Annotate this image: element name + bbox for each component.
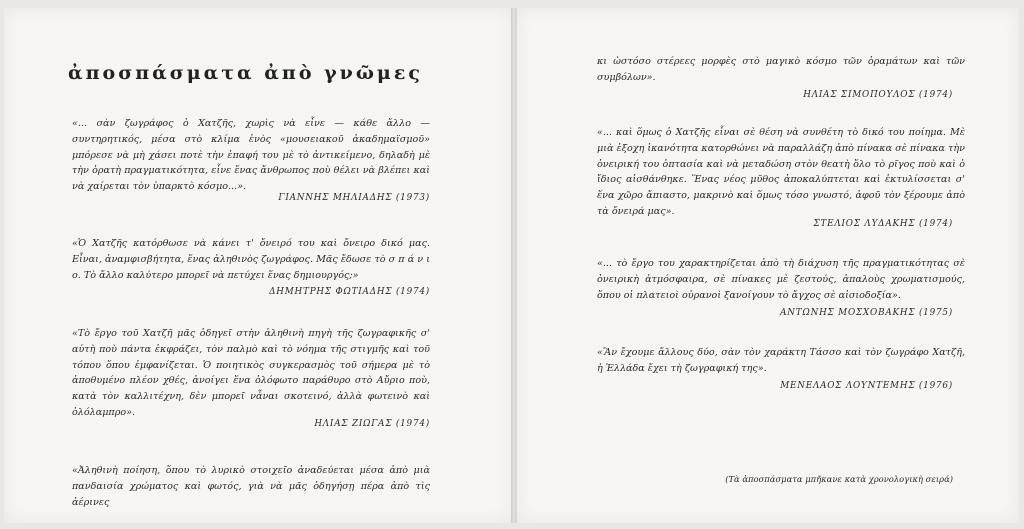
quote-text: κι ὡστόσο στέρεες μορφὲς στὸ μαγικὸ κόσμο τῶν ὁραμάτων καὶ τῶν συμβόλων». [597,56,965,83]
quote-author: ΗΛΙΑΣ ΣΙΜΟΠΟΥΛΟΣ (1974) [803,90,953,100]
quote-author: ΓΙΑΝΝΗΣ ΜΗΛΙΑΔΗΣ (1973) [278,193,430,203]
quote-author: ΜΕΝΕΛΑΟΣ ΛΟΥΝΤΕΜΗΣ (1976) [780,381,953,391]
quote-text: «Ὁ Χατζῆς κατόρθωσε νὰ κάνει τ' ὄνειρό του καὶ ὄνειρο δικό μας. Εἶναι, ἀναμφισβήτητα, ἕνας ἀληθινὸς ζωγράφος. Μᾶς ἔδωσε τὸ σ π ά ν ι ο. Τὸ ἄλλο καλύτερο μπορεῖ νὰ πετύχει ἕνας δημιουργός;» [72,238,430,281]
quote-text: «Ἂν ἔχουμε ἄλλους δύο, σὰν τὸν χαράκτη Τάσσο καὶ τὸν ζωγράφο Χατζῆ, ἡ Ἑλλάδα ἔχει τὴ ζωγραφική της». [597,347,965,374]
quote-text: «Τὸ ἔργο τοῦ Χατζῆ μᾶς ὁδηγεῖ στὴν ἀληθινὴ πηγὴ τῆς ζωγραφικῆς σ' αὐτὴ ποὺ πάντα ἐκφράζει, τὸν παλμὸ καὶ τὸ νόημα τῆς στιγμῆς καὶ τοῦ τόπου ὅπου ἐμφανίζεται. Ὁ ποιητικὸς συγκερασμὸς τοῦ σήμερα μὲ τὸ ἀποθυμένο πλέον χθές, ἀνοίγει ἕνα ὁλόφωτο παράθυρο στὸ Αὔριο ποὺ, κατὰ τὸν καλλιτέχνη, δὲν μπορεῖ νἆναι σκοτεινό, ἀλλὰ φωτεινὸ καὶ ὁλόλαμπρο». [72,328,430,418]
quote-text: «... σὰν ζωγράφος ὁ Χατζῆς, χωρὶς νὰ εἶνε — κάθε ἄλλο — συντηρητικός, μέσα στὸ κλίμα ἑνὸς «μουσειακοῦ ἀκαδημαϊσμοῦ» μπόρεσε νὰ μὴ χάσει ποτὲ τὴν ἐπαφή του μὲ τὸ ἀντικείμενο, δηλαδὴ μὲ τὴν ὁρατὴ πραγματικότητα, εἶνε ἕνας ἄνθρωπος ποὺ θέλει νὰ βλέπει καὶ νὰ χαίρεται τὸν ὑπαρκτὸ κόσμο...». [72,118,430,193]
quote-author: ΑΝΤΩΝΗΣ ΜΟΣΧΟΒΑΚΗΣ (1975) [780,308,953,318]
quote-text: «... τὸ ἔργο του χαρακτηρίζεται ἀπὸ τὴ διάχυση τῆς πραγματικότητας σὲ ὀνειρικὴ ἀτμόσφαιρα, σὲ πίνακες μὲ ζεστούς, ἁπαλοὺς χρωματισμούς, ὅπου οἱ πλατειοὶ οὐρανοὶ ξανοίγουν τὸ ἄγχος σὲ αἰσιοδοξία». [597,258,965,301]
quote-author: ΔΗΜΗΤΡΗΣ ΦΩΤΙΑΔΗΣ (1974) [269,287,430,297]
quote-text: «... καὶ ὅμως ὁ Χατζῆς εἶναι σὲ θέση νὰ συνθέτη τὸ δικό του ποίημα. Μὲ μιὰ ἐξοχη ἱκανότητα κατορθώνει νὰ παραλλάζη ἀπὸ πίνακα σὲ πίνακα τὴν ὀνειρική του ὀπτασία καὶ νὰ μεταδώση στὸν θεατὴ ὅλο τὸ ρῖγος ποὺ καὶ ὁ ἴδιος αἰσθάνθηκε. Ἕνας νέος μῦθος ἀποκαλύπτεται καὶ ἐκτυλίσσεται σ' ἕνα χῶρο ἄπιαστο, μακρινὸ καὶ ὅμως τόσο γνωστό, ἀφοῦ τὸν ξέρουμε ἀπὸ τὰ ὄνειρά μας». [597,127,965,217]
left-page [4,8,513,523]
page-title: ἀποσπάσματα ἀπὸ γνῶμες [68,62,423,84]
quote-author: ΣΤΕΛΙΟΣ ΛΥΔΑΚΗΣ (1974) [813,219,953,229]
quote-text: «Ἀληθινὴ ποίηση, ὅπου τὸ λυρικὸ στοιχεῖο ἀναδεύεται μέσα ἀπὸ μιὰ πανδαισία χρώματος καὶ φωτός, γιὰ νὰ μᾶς ὁδηγήσῃ πέρα ἀπὸ τὶς ἀέρινες [72,465,430,508]
right-page [516,8,1019,523]
chronology-note: (Τὰ ἀποσπάσματα μπῆκανε κατὰ χρονολογικὴ σειρά) [725,474,953,484]
quote-author: ΗΛΙΑΣ ΖΙΩΓΑΣ (1974) [314,419,430,429]
